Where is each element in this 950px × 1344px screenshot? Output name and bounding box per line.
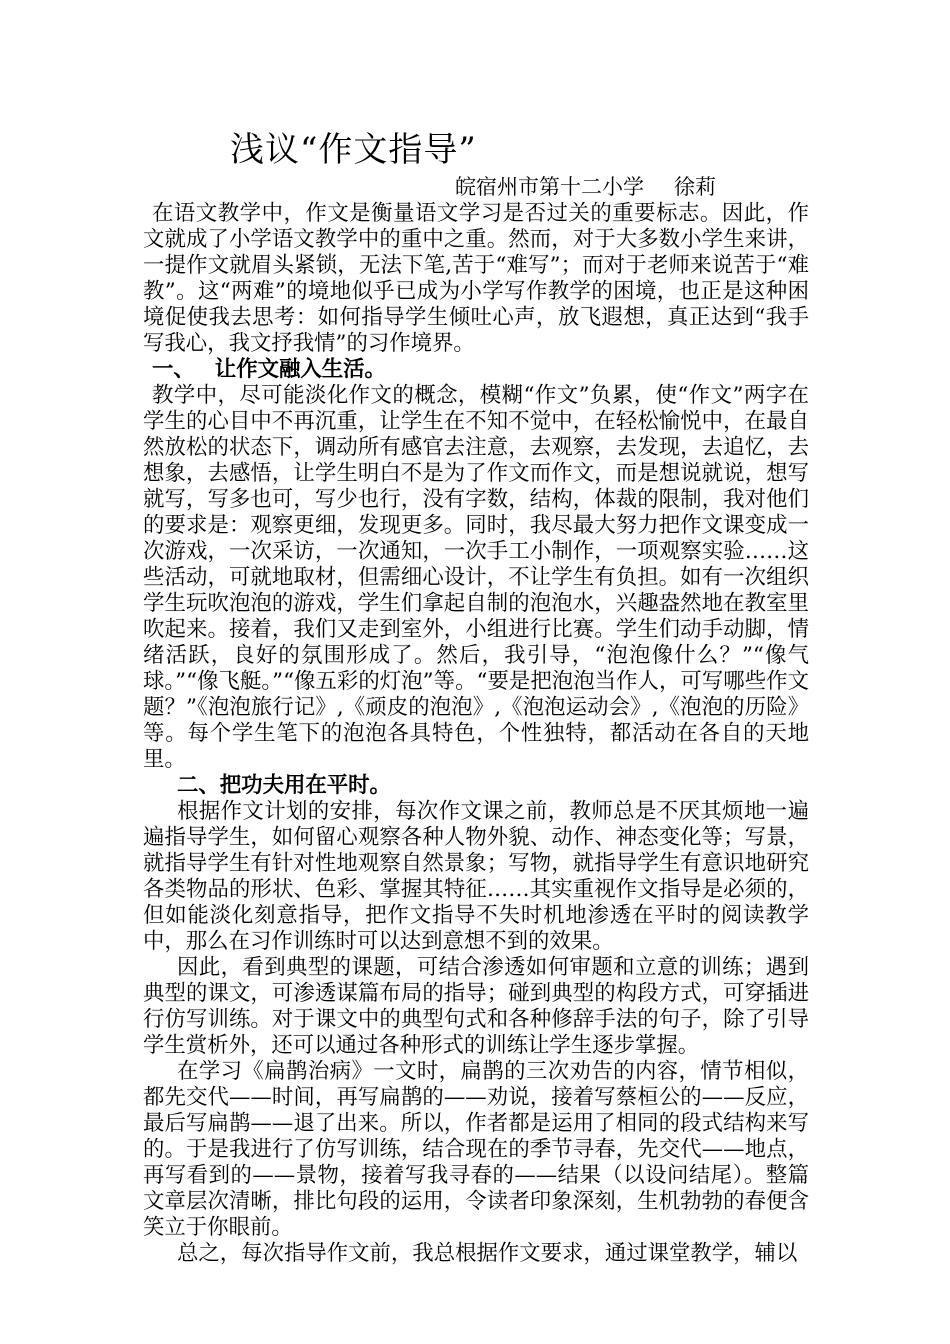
author-name: 徐莉 [674,175,716,199]
section-2-paragraph: 总之，每次指导作文前，我总根据作文要求，通过课堂教学，辅以 [177,1241,798,1266]
section-1-title: 让作文融入生活。 [214,357,386,382]
section-2-paragraph: 在学习《扁鹊治病》一文时，扁鹊的三次劝告的内容，情节相似，都先交代——时间，再写扁鹊的——劝说，接着写蔡桓公的——反应，最后写扁鹊——退了出来。所以，作者都是运用了相同的段式结构来写的。于是我进行了仿写训练，结合现在的季节寻春，先交代——地点，再写看到的——景物，接着写我寻春的——结果（以设问结尾）。整篇文章层次清晰，排比句段的运用，令读者印象深刻，生机勃勃的春便含笑立于你眼前。 [143,1059,809,1240]
author-school: 皖宿州市第十二小学 [455,175,644,199]
section-2-paragraph: 因此，看到典型的课题，可结合渗透如何审题和立意的训练；遇到典型的课文，可渗透谋篇布局的指导；碰到典型的构段方式，可穿插进行仿写训练。对于课文中的典型句式和各种修辞手法的句子，除了引导学生赏析外，还可以通过各种形式的训练让学生逐步掌握。 [143,955,809,1058]
intro-paragraph: 在语文教学中，作文是衡量语文学习是否过关的重要标志。因此，作文就成了小学语文教学中的重中之重。然而，对于大多数小学生来讲，一提作文就眉头紧锁，无法下笔,苦于“难写”；而对于老师来说苦于“难教”。这“两难”的境地似乎已成为小学写作教学的困境，也正是这种困境促使我去思考：如何指导学生倾吐心声，放飞遐想，真正达到“我手写我心，我文抒我情”的习作境界。 [143,201,809,356]
section-1-paragraph: 教学中，尽可能淡化作文的概念，模糊“作文”负累，使“作文”两字在学生的心目中不再沉重，让学生在不知不觉中，在轻松愉悦中，在最自然放松的状态下，调动所有感官去注意，去观察，去发现，去追忆，去想象，去感悟，让学生明白不是为了作文而作文，而是想说就说，想写就写，写多也可，写少也行，没有字数，结构，体裁的限制，我对他们的要求是：观察更细，发现更多。同时，我尽最大努力把作文课变成一次游戏，一次采访，一次通知，一次手工小制作，一项观察实验……这些活动，可就地取材，但需细心设计，不让学生有负担。如有一次组织学生玩吹泡泡的游戏，学生们拿起自制的泡泡水，兴趣盎然地在教室里吹起来。接着，我们又走到室外，小组进行比赛。学生们动手动脚，情绪活跃，良好的氛围形成了。然后，我引导，“泡泡像什么？”“像气球。”“像飞艇。”“像五彩的灯泡”等。“要是把泡泡当作人，可写哪些作文题？”《泡泡旅行记》,《顽皮的泡泡》,《泡泡运动会》,《泡泡的历险》等。每个学生笔下的泡泡各具特色，个性独特，都活动在各自的天地里。 [143,383,809,772]
section-1-heading [143,357,809,383]
document-body [143,201,809,1267]
document-title: 浅议“作文指导” [230,130,477,170]
section-2-paragraph: 根据作文计划的安排，每次作文课之前，教师总是不厌其烦地一遍遍指导学生，如何留心观察各种人物外貌、动作、神态变化等；写景，就指导学生有针对性地观察自然景象；写物，就指导学生有意识地研究各类物品的形状、色彩、掌握其特征……其实重视作文指导是必须的，但如能淡化刻意指导，把作文指导不失时机地渗透在平时的阅读教学中，那么在习作训练时可以达到意想不到的效果。 [143,799,809,954]
author-line [455,174,716,200]
section-1-number: 一、 [152,357,195,382]
section-2-heading: 二、把功夫用在平时。 [177,773,391,798]
